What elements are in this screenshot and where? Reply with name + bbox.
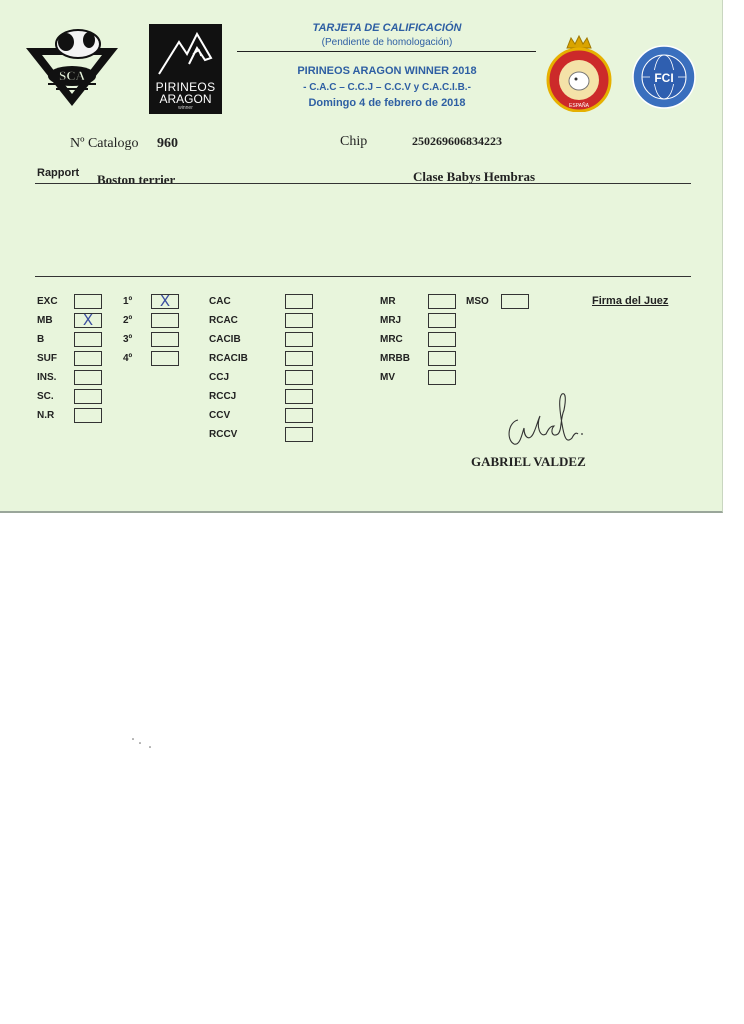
best-checkbox[interactable]	[428, 370, 456, 385]
place-label: 2º	[123, 315, 133, 326]
class-value: Clase Babys Hembras	[413, 169, 536, 184]
certificate-checkbox[interactable]	[285, 351, 313, 366]
best-checkbox[interactable]	[428, 294, 456, 309]
grade-checkbox[interactable]	[74, 351, 102, 366]
catalog-label: Nº Catalogo	[70, 136, 139, 151]
place-checkbox[interactable]	[151, 313, 179, 328]
best-checkbox[interactable]	[428, 351, 456, 366]
certificate-label: CAC	[209, 296, 231, 307]
place-checkbox[interactable]	[151, 351, 179, 366]
judge-name: GABRIEL VALDEZ	[471, 454, 586, 469]
best-label: MV	[380, 372, 395, 383]
best-label: MRJ	[380, 315, 402, 326]
mso-checkbox[interactable]	[501, 294, 529, 309]
grade-checkbox[interactable]	[74, 332, 102, 347]
place-label: 1º	[123, 296, 133, 307]
rapport-line	[35, 183, 691, 184]
card-title: TARJETA DE CALIFICACIÓN	[312, 22, 462, 34]
event-awards: - C.A.C – C.C.J – C.C.V y C.A.C.I.B.-	[303, 82, 471, 93]
fci-logo	[631, 44, 697, 110]
judge-signature-label: Firma del Juez	[592, 295, 669, 307]
best-label: MRC	[380, 334, 403, 345]
notes-divider	[35, 276, 691, 277]
event-date: Domingo 4 de febrero de 2018	[308, 97, 466, 109]
grade-checkbox[interactable]	[74, 313, 102, 328]
pirineos-line3: winner	[178, 105, 193, 111]
grade-label: INS.	[37, 372, 57, 383]
catalog-value: 960	[157, 136, 178, 151]
grade-checkbox[interactable]	[74, 370, 102, 385]
qualification-card	[0, 0, 723, 513]
grade-label: SC.	[37, 391, 54, 402]
grade-label: MB	[37, 315, 53, 326]
svg-text:SCA: SCA	[58, 68, 86, 83]
certificate-checkbox[interactable]	[285, 294, 313, 309]
grade-label: N.R	[37, 410, 55, 421]
place-checkbox[interactable]	[151, 294, 179, 309]
place-checkbox[interactable]	[151, 332, 179, 347]
certificate-label: RCCJ	[209, 391, 237, 402]
grade-label: B	[37, 334, 45, 345]
best-checkbox[interactable]	[428, 332, 456, 347]
best-checkbox[interactable]	[428, 313, 456, 328]
stray-marks	[130, 736, 160, 750]
certificate-label: RCACIB	[209, 353, 248, 364]
pirineos-line2: ARAGON	[159, 92, 212, 106]
check-mark: X	[159, 292, 171, 310]
judge-signature	[500, 388, 590, 450]
certificate-checkbox[interactable]	[285, 370, 313, 385]
best-label: MRBB	[380, 353, 410, 364]
svg-text:ESPAÑA: ESPAÑA	[569, 103, 589, 109]
event-name: PIRINEOS ARAGON WINNER 2018	[297, 65, 477, 77]
place-label: 4º	[123, 353, 133, 364]
grade-checkbox[interactable]	[74, 408, 102, 423]
rapport-label: Rapport	[37, 167, 80, 179]
certificate-label: RCAC	[209, 315, 238, 326]
certificate-label: CCJ	[209, 372, 230, 383]
grade-checkbox[interactable]	[74, 389, 102, 404]
grade-label: SUF	[37, 353, 57, 364]
card-subtitle: (Pendiente de homologación)	[321, 37, 453, 48]
svg-text:FCI: FCI	[654, 71, 674, 85]
certificate-checkbox[interactable]	[285, 389, 313, 404]
rsce-seal	[545, 34, 613, 112]
place-label: 3º	[123, 334, 133, 345]
chip-label: Chip	[340, 134, 368, 149]
grade-checkbox[interactable]	[74, 294, 102, 309]
certificate-checkbox[interactable]	[285, 313, 313, 328]
header-divider	[237, 51, 536, 52]
mso-label: MSO	[466, 296, 489, 307]
pirineos-aragon-logo	[149, 24, 222, 114]
check-mark: X	[82, 311, 94, 329]
certificate-label: RCCV	[209, 429, 238, 440]
sca-logo	[26, 28, 118, 108]
breed-value: Boston terrier	[97, 172, 176, 187]
certificate-checkbox[interactable]	[285, 408, 313, 423]
chip-value: 250269606834223	[412, 134, 502, 148]
certificate-label: CACIB	[209, 334, 241, 345]
best-label: MR	[380, 296, 396, 307]
certificate-label: CCV	[209, 410, 231, 421]
grade-label: EXC	[37, 296, 58, 307]
certificate-checkbox[interactable]	[285, 332, 313, 347]
certificate-checkbox[interactable]	[285, 427, 313, 442]
pirineos-line1: PIRINEOS	[155, 80, 216, 94]
